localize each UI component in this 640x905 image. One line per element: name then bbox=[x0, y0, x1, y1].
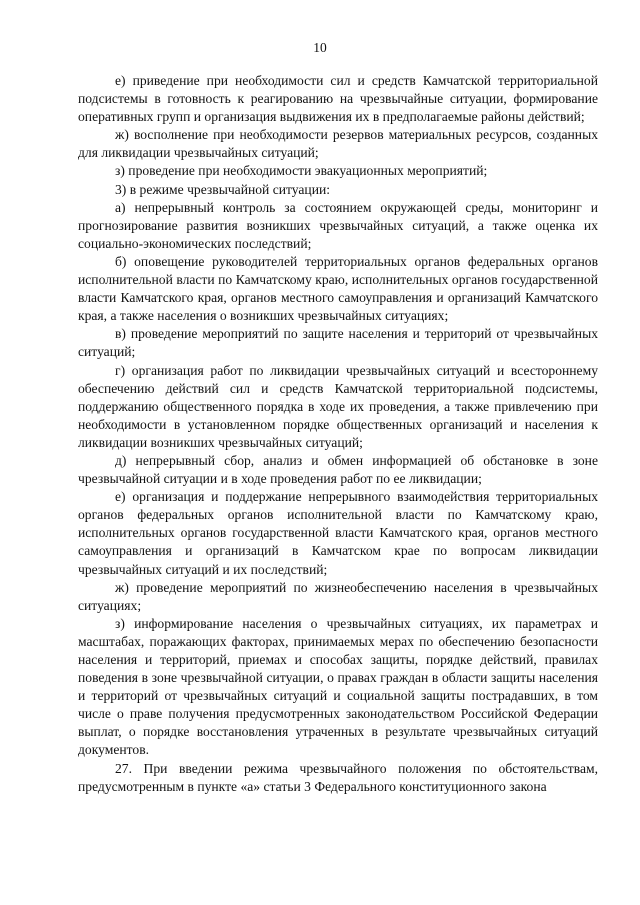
paragraph-z-evacuation: з) проведение при необходимости эвакуационных мероприятий; bbox=[115, 163, 488, 179]
paragraph-g-liquidation: г) организация работ по ликвидации чрезвычайных ситуаций и всестороннему обеспечению действий сил и средств Камчатской территориальной подсистемы, поддержанию общественного порядка в ходе их проведения, а также привлечению при необходимости в установленном порядке общественных организаций и населения к ликвидации возникших чрезвычайных ситуаций; bbox=[78, 362, 598, 450]
paragraph-b-notification: б) оповещение руководителей территориальных органов федеральных органов исполнительной власти по Камчатскому краю, исполнительных органов государственной власти Камчатского края, органов местного самоуправления и организаций Камчатского края, а также населения о возникших чрезвычайных ситуациях; bbox=[78, 253, 598, 324]
paragraph-a-monitoring: а) непрерывный контроль за состоянием окружающей среды, мониторинг и прогнозирование развития возникших чрезвычайных ситуаций, а также оценка их социально-экономических последствий; bbox=[78, 199, 598, 251]
paragraph-v-protection: в) проведение мероприятий по защите населения и территорий от чрезвычайных ситуаций; bbox=[78, 326, 598, 360]
paragraph-e-readiness: е) приведение при необходимости сил и средств Камчатской территориальной подсистемы в готовность к реагированию на чрезвычайные ситуации, формирование оперативных групп и организация выдвижения их в предполагаемые районы действий; bbox=[78, 73, 598, 125]
paragraph-zh-life-support: ж) проведение мероприятий по жизнеобеспечению населения в чрезвычайных ситуациях; bbox=[78, 579, 598, 613]
page-number: 10 bbox=[313, 40, 327, 55]
paragraph-emergency-mode-heading: 3) в режиме чрезвычайной ситуации: bbox=[115, 181, 331, 197]
paragraph-27-state-of-emergency: 27. При введении режима чрезвычайного положения по обстоятельствам, предусмотренным в пункте «а» статьи 3 Федерального конституционного закона bbox=[78, 760, 598, 794]
paragraph-d-information-exchange: д) непрерывный сбор, анализ и обмен информацией об обстановке в зоне чрезвычайной ситуации и в ходе проведения работ по ее ликвидации; bbox=[78, 452, 598, 487]
paragraph-zh-reserves: ж) восполнение при необходимости резервов материальных ресурсов, созданных для ликвидации чрезвычайных ситуаций; bbox=[78, 127, 598, 161]
paragraph-e-interaction: е) организация и поддержание непрерывного взаимодействия территориальных органов федеральных органов исполнительной власти по Камчатскому краю, исполнительных органов государственной власти Камчатского края, органов местного самоуправления и организаций в Камчатском крае по вопросам ликвидации чрезвычайных ситуаций и их последствий; bbox=[78, 489, 598, 577]
document-body bbox=[78, 72, 598, 796]
paragraph-z-informing-population: з) информирование населения о чрезвычайных ситуациях, их параметрах и масштабах, поражающих факторах, принимаемых мерах по обеспечению безопасности населения и территорий, приемах и способах защиты, порядке действий, правилах поведения в зоне чрезвычайной ситуации, о правах граждан в области защиты населения и территорий от чрезвычайных ситуаций и социальной защиты пострадавших, в том числе о праве получения предусмотренных законодательством Российской Федерации выплат, о порядке восстановления утраченных в результате чрезвычайных ситуаций документов. bbox=[78, 615, 598, 758]
